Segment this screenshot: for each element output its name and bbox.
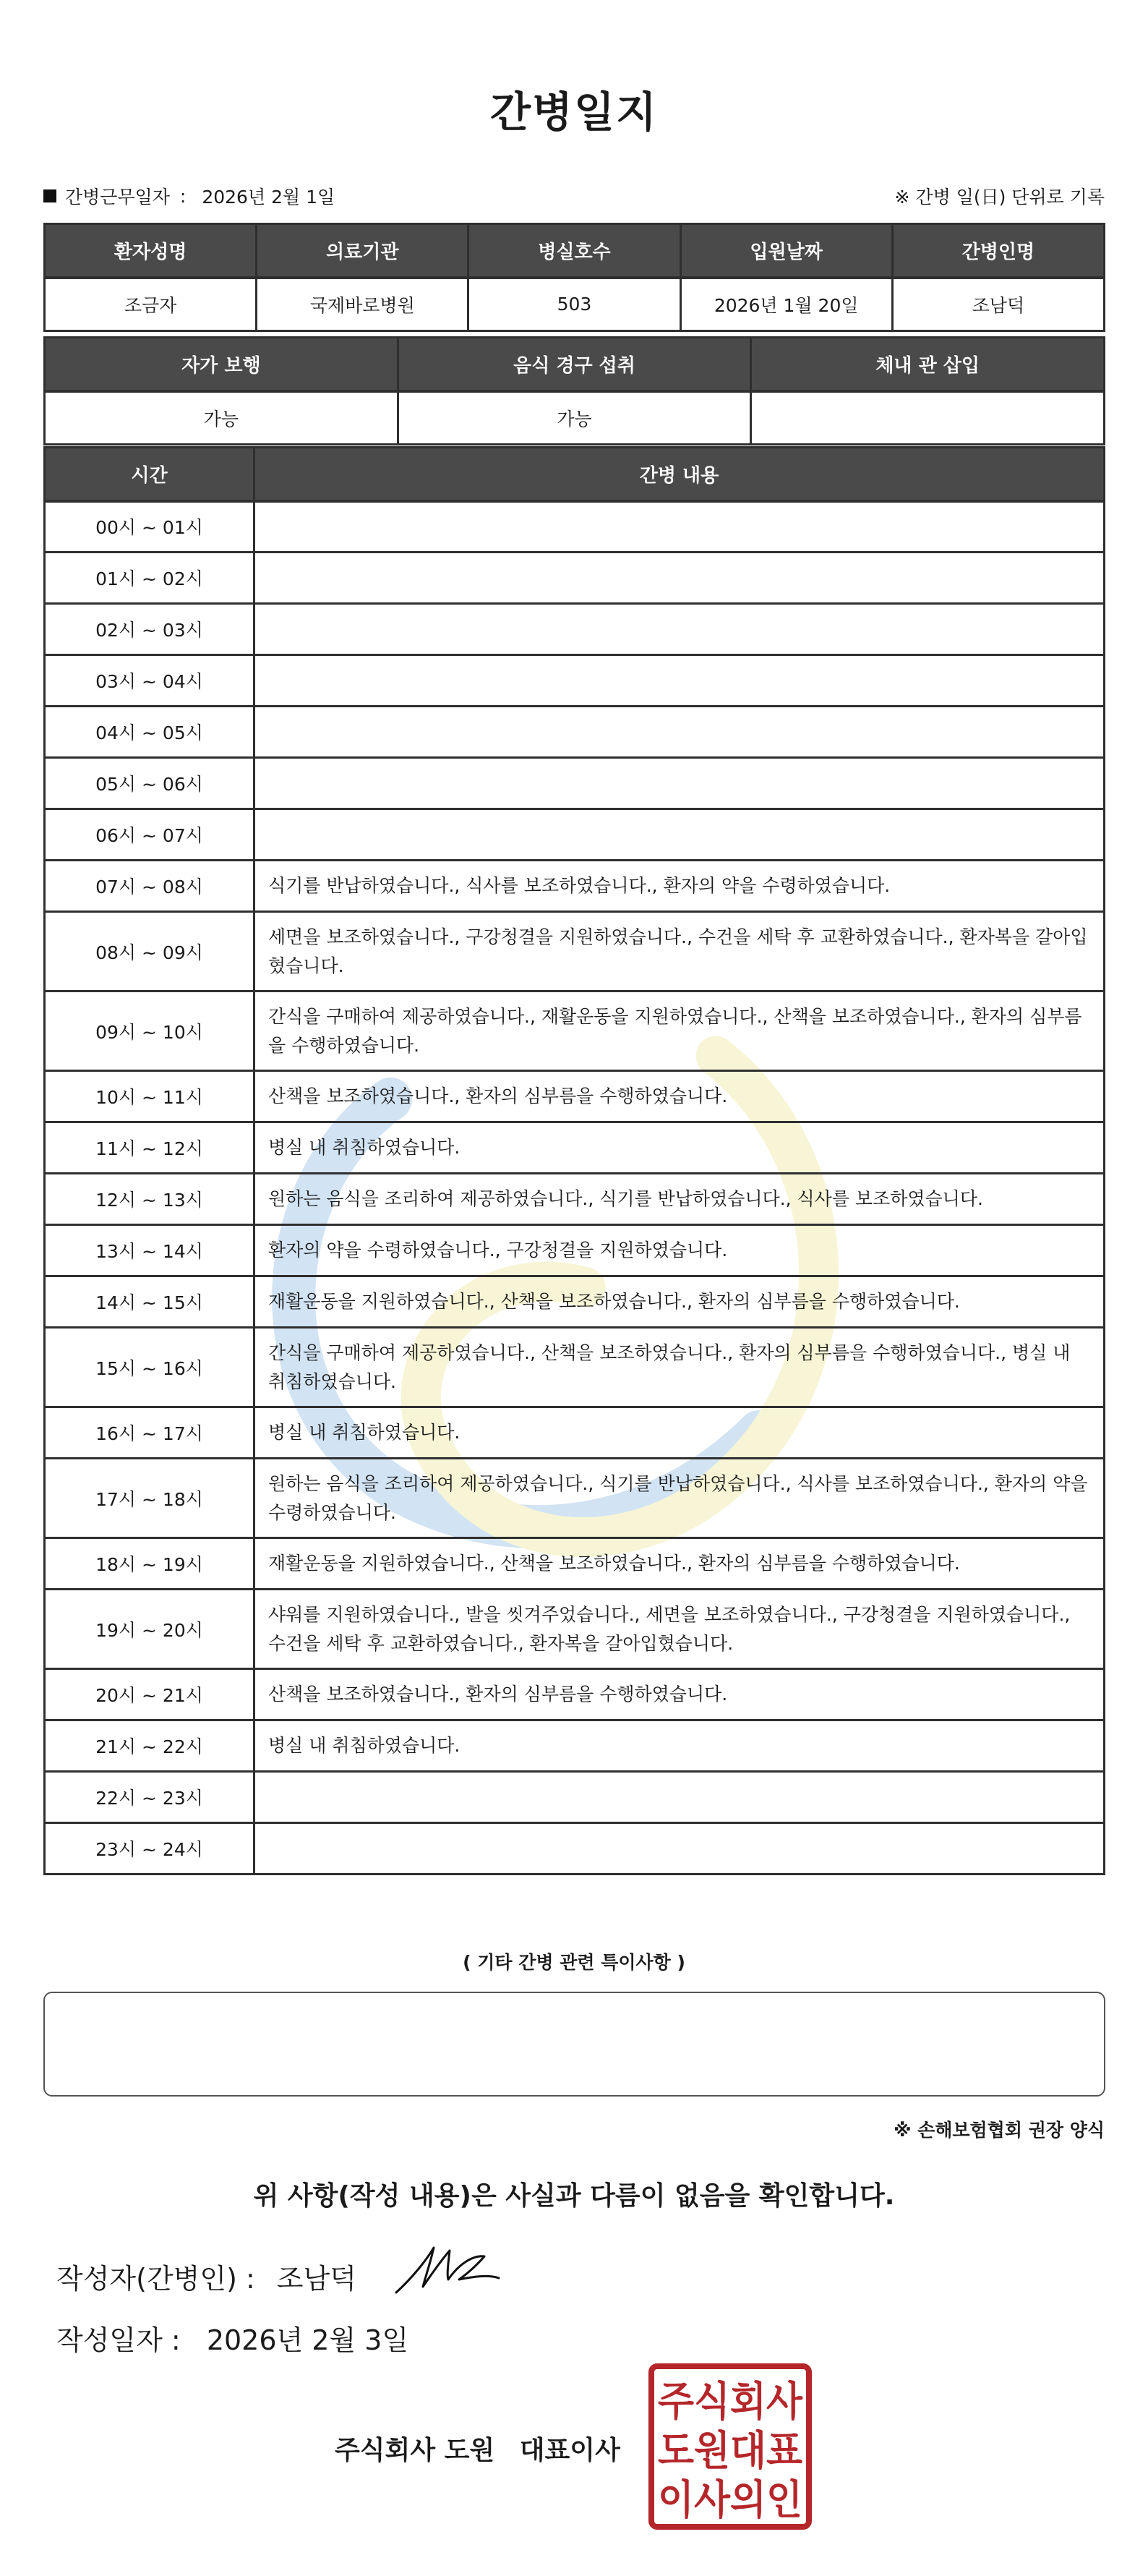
log-content: 산책을 보조하였습니다., 환자의 심부름을 수행하였습니다.: [254, 1071, 1105, 1122]
log-content: [254, 758, 1105, 809]
log-content: [254, 501, 1105, 553]
patient-name: 조금자: [45, 278, 257, 331]
header-admission-date: 입원날짜: [680, 224, 892, 278]
log-content: 재활운동을 지원하였습니다., 산책을 보조하였습니다., 환자의 심부름을 수행하였습니다.: [254, 1538, 1105, 1590]
header-care-content: 간병 내용: [254, 448, 1105, 501]
log-time: 04시 ~ 05시: [45, 707, 254, 758]
log-row: [45, 1122, 1105, 1174]
company-title: 대표이사: [519, 2436, 620, 2465]
seal-line-1: 주식회사: [658, 2379, 803, 2426]
log-time: 16시 ~ 17시: [45, 1407, 254, 1459]
log-time: 08시 ~ 09시: [45, 912, 254, 991]
log-content: [254, 707, 1105, 758]
header-oral-intake: 음식 경구 섭취: [398, 338, 751, 391]
log-row: [45, 604, 1105, 655]
log-time: 05시 ~ 06시: [45, 758, 254, 809]
signature-icon: [390, 2235, 506, 2303]
seal-line-2: 도원대표: [658, 2428, 802, 2475]
log-time: 13시 ~ 14시: [45, 1225, 254, 1276]
log-time: 11시 ~ 12시: [45, 1122, 254, 1174]
document-title: 간병일지: [489, 88, 659, 137]
log-time: 19시 ~ 20시: [45, 1590, 254, 1669]
log-time: 10시 ~ 11시: [45, 1071, 254, 1122]
author-label: 작성자(간병인) :: [56, 2263, 255, 2295]
log-time: 18시 ~ 19시: [45, 1538, 254, 1590]
log-row: [45, 1669, 1105, 1720]
log-time: 03시 ~ 04시: [45, 655, 254, 707]
oral-intake-value: 가능: [398, 391, 751, 445]
log-row: [45, 1720, 1105, 1772]
header-time: 시간: [45, 448, 254, 501]
log-content: 세면을 보조하였습니다., 구강청결을 지원하였습니다., 수건을 세탁 후 교환하였습니다., 환자복을 갈아입혔습니다.: [254, 912, 1105, 991]
caregiver-name: 조남덕: [892, 278, 1104, 331]
work-date-value: 2026년 2월 1일: [202, 187, 335, 208]
log-row: [45, 1772, 1105, 1823]
log-content: [254, 553, 1105, 604]
log-row: [45, 1407, 1105, 1459]
log-content: 원하는 음식을 조리하여 제공하였습니다., 식기를 반납하였습니다., 식사를 보조하였습니다.: [254, 1174, 1105, 1225]
log-row: [45, 1590, 1105, 1669]
log-content: 환자의 약을 수령하였습니다., 구강청결을 지원하였습니다.: [254, 1225, 1105, 1276]
room-number: 503: [468, 278, 680, 331]
tube-insertion-value: [751, 391, 1105, 445]
log-row: [45, 1174, 1105, 1225]
header-tube-insertion: 체내 관 삽입: [751, 338, 1105, 391]
log-row: [45, 861, 1105, 912]
header-self-walking: 자가 보행: [45, 338, 398, 391]
log-row: [45, 758, 1105, 809]
admission-date: 2026년 1월 20일: [680, 278, 892, 331]
log-time: 17시 ~ 18시: [45, 1459, 254, 1538]
work-date-colon: :: [179, 185, 187, 207]
seal-line-3: 이사의인: [658, 2477, 802, 2524]
log-row: [45, 1328, 1105, 1407]
log-row: [45, 1276, 1105, 1328]
header-patient-name: 환자성명: [45, 224, 257, 278]
self-walking-value: 가능: [45, 391, 398, 445]
log-content: 병실 내 취침하였습니다.: [254, 1720, 1105, 1772]
log-time: 20시 ~ 21시: [45, 1669, 254, 1720]
log-row: [45, 501, 1105, 553]
care-log-table: [43, 446, 1105, 1875]
work-date: [43, 183, 335, 209]
log-time: 22시 ~ 23시: [45, 1772, 254, 1823]
log-time: 00시 ~ 01시: [45, 501, 254, 553]
recording-note: ※ 간병 일(日) 단위로 기록: [894, 187, 1105, 208]
log-row: [45, 655, 1105, 707]
recommendation-note: ※ 손해보험협회 권장 양식: [894, 2120, 1105, 2141]
log-row: [45, 912, 1105, 991]
log-content: 원하는 음식을 조리하여 제공하였습니다., 식기를 반납하였습니다., 식사를 보조하였습니다., 환자의 약을 수령하였습니다.: [254, 1459, 1105, 1538]
log-row: [45, 809, 1105, 861]
work-date-label: 간병근무일자: [65, 187, 170, 208]
log-content: 간식을 구매하여 제공하였습니다., 재활운동을 지원하였습니다., 산책을 보조하였습니다., 환자의 심부름을 수행하였습니다.: [254, 991, 1105, 1071]
log-row: [45, 1823, 1105, 1875]
log-content: [254, 1772, 1105, 1823]
header-hospital: 의료기관: [257, 224, 468, 278]
patient-status-table: [43, 336, 1105, 445]
log-row: [45, 553, 1105, 604]
author-line: [56, 2256, 356, 2296]
written-date-line: [56, 2318, 408, 2358]
log-time: 07시 ~ 08시: [45, 861, 254, 912]
company-line: [335, 2430, 636, 2467]
log-content: 병실 내 취침하였습니다.: [254, 1407, 1105, 1459]
log-row: [45, 707, 1105, 758]
log-row: [45, 1538, 1105, 1590]
log-content: [254, 655, 1105, 707]
log-time: 09시 ~ 10시: [45, 991, 254, 1071]
log-content: [254, 604, 1105, 655]
log-row: [45, 991, 1105, 1071]
log-time: 01시 ~ 02시: [45, 553, 254, 604]
hospital-name: 국제바로병원: [257, 278, 468, 331]
confirmation-statement: 위 사항(작성 내용)은 사실과 다름이 없음을 확인합니다.: [253, 2181, 895, 2211]
log-content: [254, 1823, 1105, 1875]
log-content: 간식을 구매하여 제공하였습니다., 산책을 보조하였습니다., 환자의 심부름을 수행하였습니다., 병실 내 취침하였습니다.: [254, 1328, 1105, 1407]
log-content: [254, 809, 1105, 861]
log-time: 06시 ~ 07시: [45, 809, 254, 861]
log-row: [45, 1225, 1105, 1276]
log-time: 02시 ~ 03시: [45, 604, 254, 655]
log-content: 샤워를 지원하였습니다., 발을 씻겨주었습니다., 세면을 보조하였습니다., 구강청결을 지원하였습니다., 수건을 세탁 후 교환하였습니다., 환자복을 갈아입혔습니다.: [254, 1590, 1105, 1669]
log-content: 병실 내 취침하였습니다.: [254, 1122, 1105, 1174]
log-content: 재활운동을 지원하였습니다., 산책을 보조하였습니다., 환자의 심부름을 수행하였습니다.: [254, 1276, 1105, 1328]
header-room-number: 병실호수: [468, 224, 680, 278]
header-caregiver-name: 간병인명: [892, 224, 1104, 278]
log-row: [45, 1071, 1105, 1122]
log-time: 15시 ~ 16시: [45, 1328, 254, 1407]
log-time: 23시 ~ 24시: [45, 1823, 254, 1875]
log-time: 14시 ~ 15시: [45, 1276, 254, 1328]
square-bullet-icon: [43, 189, 56, 202]
written-date-label: 작성일자 :: [56, 2324, 181, 2356]
log-content: 산책을 보조하였습니다., 환자의 심부름을 수행하였습니다.: [254, 1669, 1105, 1720]
log-content: 식기를 반납하였습니다., 식사를 보조하였습니다., 환자의 약을 수령하였습니다.: [254, 861, 1105, 912]
company-name: 주식회사 도원: [335, 2436, 495, 2465]
notes-title: ( 기타 간병 관련 특이사항 ): [463, 1952, 685, 1973]
log-row: [45, 1459, 1105, 1538]
written-date-value: 2026년 2월 3일: [206, 2324, 409, 2356]
author-name: 조남덕: [276, 2263, 356, 2295]
log-time: 12시 ~ 13시: [45, 1174, 254, 1225]
patient-info-table: [43, 223, 1105, 332]
company-seal-icon: [648, 2363, 812, 2530]
notes-box: [43, 1992, 1105, 2097]
log-time: 21시 ~ 22시: [45, 1720, 254, 1772]
